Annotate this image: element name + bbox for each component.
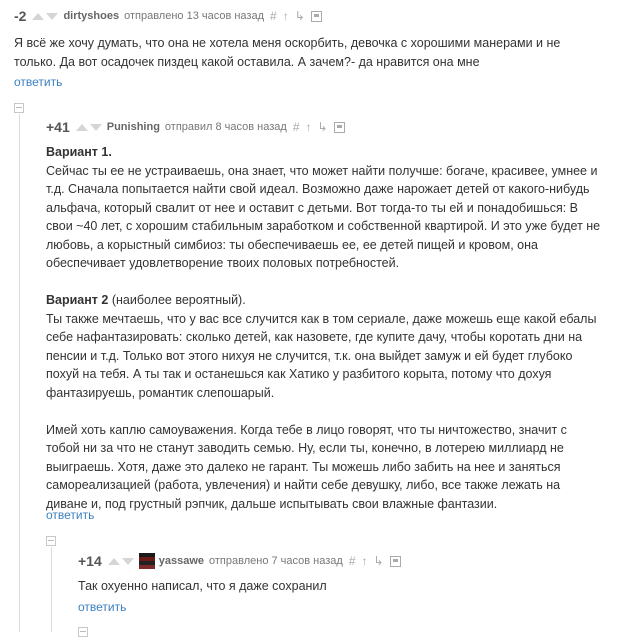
comment-text-line: тобой ни за что не станут заводить семью. Ну, если ты, конечно, в лотерею миллиард не <box>46 441 564 455</box>
reply-arrow-icon[interactable]: ↳ <box>294 9 305 23</box>
upvote-icon[interactable] <box>108 558 120 565</box>
comment-text-line: альфача, который свалит от нее и оставит с детьми. Вот тогда-то ты ей и понадобишься: В <box>46 200 579 215</box>
reply-link[interactable]: ответить <box>46 508 95 522</box>
comment-text-line: Так охуенно написал, что я даже сохранил <box>78 579 327 593</box>
comment-timestamp[interactable]: отправил 8 часов назад <box>164 121 287 133</box>
hash-icon[interactable]: # <box>270 9 277 23</box>
save-icon[interactable] <box>390 556 401 567</box>
comment-text-line: любовь, а корыстный симбиоз: ты обеспечиваешь ее, ее детей пищей и кровом, она <box>46 237 538 252</box>
collapse-thread-button[interactable] <box>14 103 24 113</box>
comment-header <box>14 8 322 24</box>
reply-arrow-icon[interactable]: ↳ <box>373 554 384 568</box>
comment-author[interactable]: Punishing <box>106 121 160 133</box>
reply-link[interactable]: ответить <box>78 600 127 614</box>
variant-1-title: Вариант 1. <box>46 145 112 159</box>
comment-rating: -2 <box>14 8 27 24</box>
comment-text-line: диване и, под грустный рэпчик, дальше испытывать свои влажные фантазии. <box>46 496 498 511</box>
variant-2-suffix: (наиболее вероятный). <box>108 293 246 307</box>
variant-2-title: Вариант 2 <box>46 293 109 307</box>
comment-text-line: Я всё же хочу думать, что она не хотела меня оскорбить, девочка с хорошими манерами и не <box>14 36 561 50</box>
downvote-icon[interactable] <box>46 13 58 20</box>
comment-text-line: только. Да вот осадочек пиздец какой оставила. А зачем?- да нравится она мне <box>14 54 480 69</box>
vote-buttons <box>76 124 102 131</box>
vote-buttons <box>108 558 134 565</box>
thread-rail[interactable] <box>19 114 20 632</box>
comment-text-line: свои ~40 лет, с хорошим стабильным заработком и собственной квартирой. И это уже будет не <box>46 219 601 233</box>
up-arrow-icon[interactable]: ↑ <box>361 554 368 568</box>
collapse-thread-button[interactable] <box>78 627 88 637</box>
comment-timestamp[interactable]: отправлено 13 часов назад <box>124 10 265 22</box>
reply-arrow-icon[interactable]: ↳ <box>317 120 328 134</box>
comment-author[interactable]: yassawe <box>158 555 205 567</box>
comment-text-line: фантазируешь, романтик слепошарый. <box>46 385 275 400</box>
upvote-icon[interactable] <box>76 124 88 131</box>
save-icon[interactable] <box>334 122 345 133</box>
comment-text-line: выиграешь. Хотя, даже это далеко не гарант. Ты можешь либо забить на нее и заняться <box>46 459 561 474</box>
upvote-icon[interactable] <box>32 13 44 20</box>
up-arrow-icon[interactable]: ↑ <box>282 9 289 23</box>
reply-link[interactable]: ответить <box>14 75 63 89</box>
downvote-icon[interactable] <box>122 558 134 565</box>
comment-body <box>46 143 630 513</box>
hash-icon[interactable]: # <box>292 120 300 134</box>
comment-actions <box>293 120 345 134</box>
comment-header <box>46 119 345 135</box>
comment-text-line: похуй на тебя. А ты так и останешься как Хатико у разбитого корыта, потому что дохуя <box>46 367 552 381</box>
comment-text-line: т.д. Сначала попытается найти свой идеал. Возможно даже нарожает детей от какого-нибудь <box>46 182 590 196</box>
comment-text-line: Имей хоть каплю самоуважения. Когда тебе в лицо говорят, что ты ничтожество, значит с <box>46 422 567 437</box>
comment-timestamp[interactable]: отправлено 7 часов назад <box>209 555 343 567</box>
collapse-thread-button[interactable] <box>46 536 56 546</box>
comment-text-line: Ты также мечтаешь, что у вас все случится как в том сериале, даже можешь еще какой ебалы <box>46 311 597 326</box>
comment-rating: +41 <box>46 119 70 135</box>
comment-header <box>78 553 401 569</box>
comment-text-line: пенсии и т.д. Только вот этого нихуя не случится, т.к. она выйдет замуж и ей будет глубоко <box>46 348 573 363</box>
hash-icon[interactable]: # <box>348 554 356 568</box>
comment-rating: +14 <box>78 553 102 569</box>
comment-text-line: Сейчас ты ее не устраиваешь, она знает, что может найти получше: богаче, красивее, умнее и <box>46 163 598 178</box>
comment-body <box>14 34 624 71</box>
comment-actions <box>270 9 322 23</box>
save-icon[interactable] <box>311 11 322 22</box>
downvote-icon[interactable] <box>90 124 102 131</box>
vote-buttons <box>32 13 58 20</box>
variant-2-heading <box>46 291 630 310</box>
comment-text-line: себе нафантазировать: сколько детей, как назовете, где купите дачу, чтобы коротать дни на <box>46 330 583 344</box>
comment-actions <box>349 554 401 568</box>
comment-text-line: самореализацией (работа, увлечения) и найти себе девушку, либо, все также лежать на <box>46 478 561 492</box>
comment-body <box>78 577 618 596</box>
up-arrow-icon[interactable]: ↑ <box>305 120 312 134</box>
comment-text-line: обеспечивает удовлетворение твоих половых потребностей. <box>46 256 400 270</box>
avatar[interactable] <box>139 553 155 569</box>
thread-rail[interactable] <box>51 547 52 632</box>
comment-author[interactable]: dirtyshoes <box>63 10 120 22</box>
